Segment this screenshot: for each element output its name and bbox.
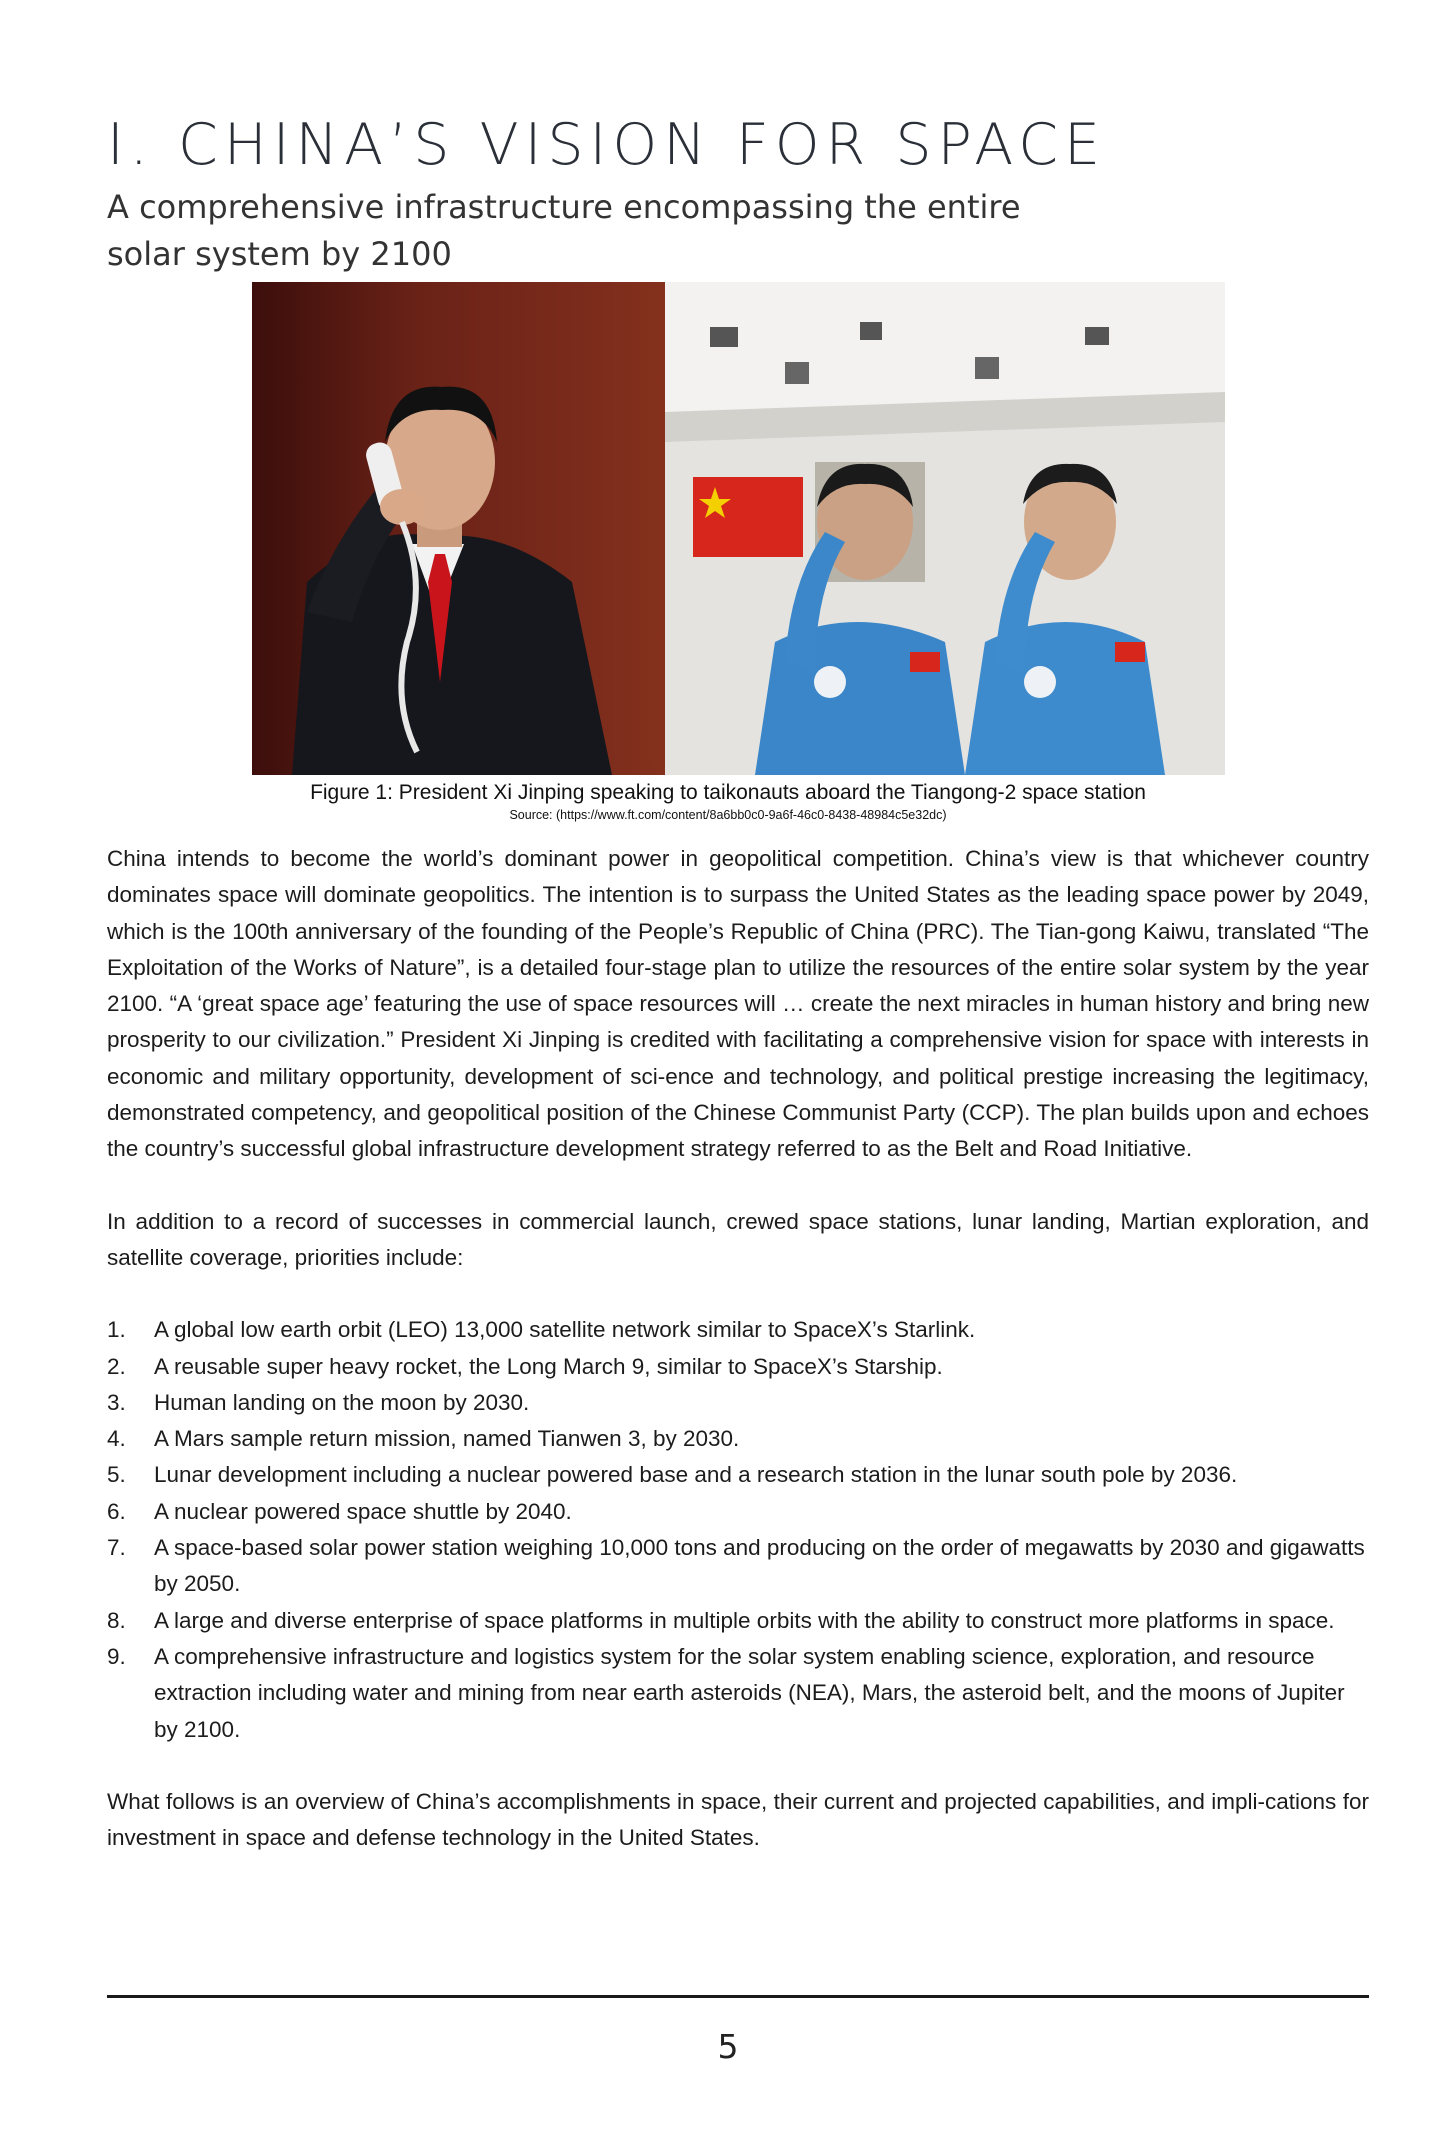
list-item [107,1457,1369,1493]
list-item [107,1421,1369,1457]
list-item-text: A space-based solar power station weighing 10,000 tons and producing on the order of megawatts by 2030 and gigawatts by 2050. [154,1535,1365,1597]
page-number: 5 [717,2027,739,2066]
list-number: 4. [107,1426,126,1452]
priorities-list [107,1312,1369,1748]
list-item [107,1639,1369,1748]
list-item [107,1312,1369,1348]
list-item [107,1494,1369,1530]
list-item-text: Human landing on the moon by 2030. [154,1389,530,1415]
list-item-text: A reusable super heavy rocket, the Long March 9, similar to SpaceX’s Starship. [154,1353,943,1379]
list-item-text: A Mars sample return mission, named Tianwen 3, by 2030. [154,1426,740,1452]
photo-taikonauts-saluting [665,282,1225,775]
list-item [107,1385,1369,1421]
list-number: 7. [107,1535,126,1561]
list-item-text: Lunar development including a nuclear powered base and a research station in the lunar south pole by 2036. [154,1462,1238,1488]
list-item-text: A global low earth orbit (LEO) 13,000 satellite network similar to SpaceX’s Starlink. [154,1317,976,1343]
closing-paragraph: What follows is an overview of China’s accomplishments in space, their current and projected capabilities, and impli-cations for investment in space and defense technology in the United States. [107,1788,1369,1851]
list-number: 6. [107,1498,126,1524]
section-subtitle: A comprehensive infrastructure encompassing the entire solar system by 2100 [107,188,1021,273]
list-number: 9. [107,1643,126,1669]
figure-source: Source: (https://www.ft.com/content/8a6bb0c0-9a6f-46c0-8438-48984c5e32dc) [509,808,947,822]
figure-photo [252,282,1225,775]
paragraph: In addition to a record of successes in commercial launch, crewed space stations, lunar landing, Martian exploration, and satellite coverage, priorities include: [107,1208,1369,1270]
list-number: 2. [107,1353,126,1379]
photo-president-on-phone [252,282,665,775]
list-item-text: A nuclear powered space shuttle by 2040. [154,1498,572,1524]
body-text [107,841,1369,1892]
section-title: I. CHINA’S VISION FOR SPACE [107,112,1107,178]
list-item-text: A comprehensive infrastructure and logistics system for the solar system enabling science, exploration, and resource extraction including water and mining from near earth asteroids (NEA), Mars, the asteroid belt, and the moons of Jupiter by 2100. [154,1643,1345,1742]
list-number: 3. [107,1389,126,1415]
list-number: 5. [107,1462,126,1488]
list-item [107,1349,1369,1385]
list-item [107,1530,1369,1603]
list-item [107,1603,1369,1639]
list-number: 8. [107,1607,126,1633]
footer-divider [107,1995,1369,1998]
list-item-text: A large and diverse enterprise of space platforms in multiple orbits with the ability to construct more platforms in space. [154,1607,1335,1633]
figure-caption: Figure 1: President Xi Jinping speaking to taikonauts aboard the Tiangong-2 space station [310,781,1146,804]
paragraph: China intends to become the world’s dominant power in geopolitical competition. China’s view is that whichever country dominates space will dominate geopolitics. The intention is to surpass the United States as the leading space power by 2049, which is the 100th anniversary of the founding of the People’s Republic of China (PRC). The Tian-gong Kaiwu, translated “The Exploitation of the Works of Nature”, is a detailed four-stage plan to utilize the resources of the entire solar system by the year 2100. “A ‘great space age’ featuring the use of space resources will … create the next miracles in human history and bring new prosperity to our civilization.” President Xi Jinping is credited with facilitating a comprehensive vision for space with interests in economic and military opportunity, development of sci-ence and technology, and political prestige increasing the legitimacy, demonstrated competency, and geopolitical position of the Chinese Communist Party (CCP). The plan builds upon and echoes the country’s successful global infrastructure development strategy referred to as the Belt and Road Initiative. [107,846,1369,1162]
list-number: 1. [107,1317,126,1343]
